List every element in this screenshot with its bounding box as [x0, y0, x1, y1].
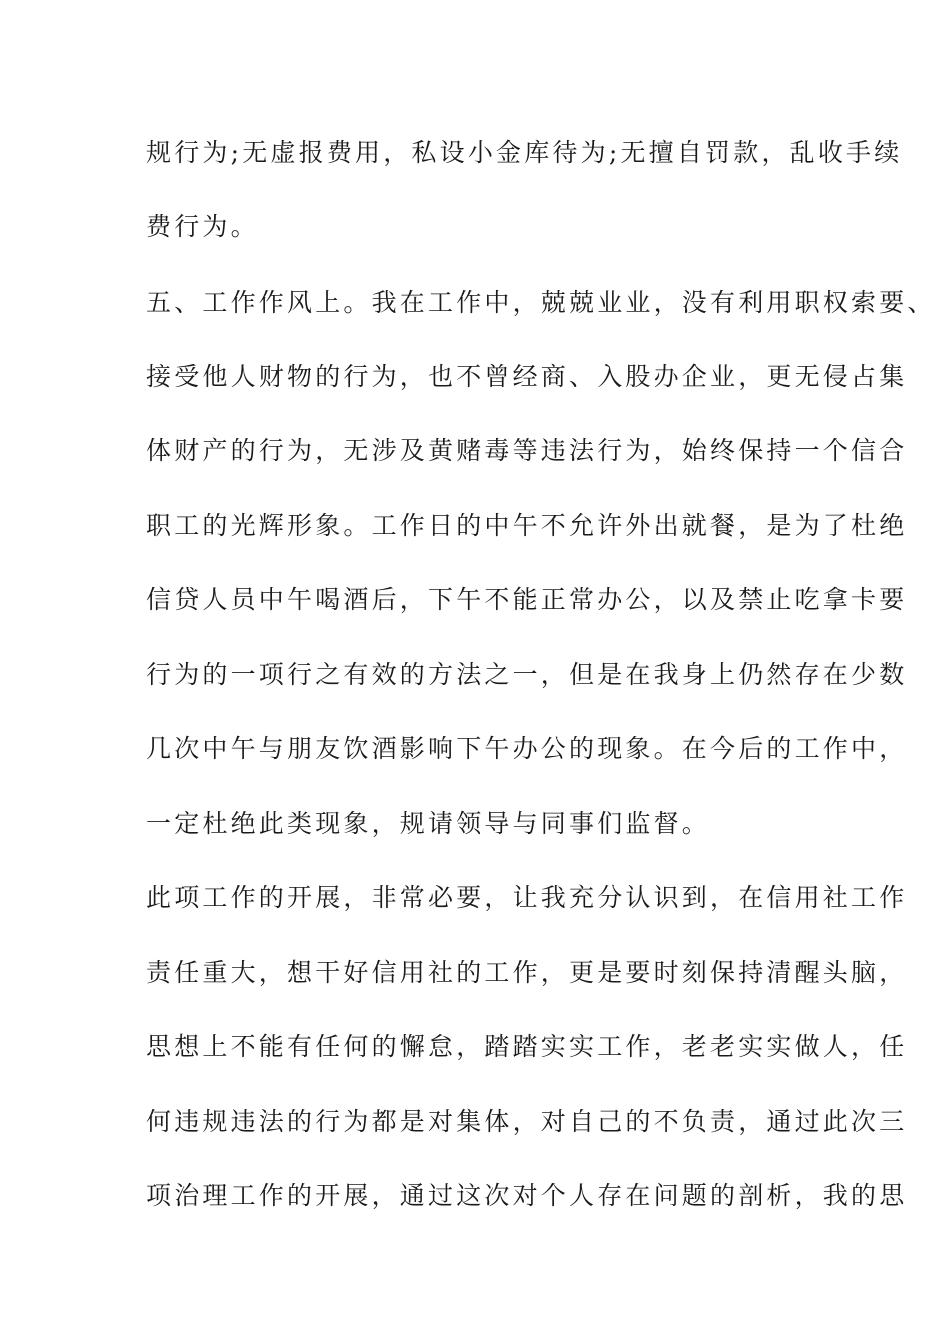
text-line: 项治理工作的开展，通过这次对个人存在问题的剖析，我的思: [146, 1181, 908, 1210]
text-line: 费行为。: [146, 212, 259, 241]
text-line: 责任重大，想干好信用社的工作，更是要时刻保持清醒头脑，: [146, 958, 908, 987]
text-line: 行为的一项行之有效的方法之一，但是在我身上仍然存在少数: [146, 660, 908, 689]
text-line: 几次中午与朋友饮酒影响下午办公的现象。在今后的工作中，: [146, 734, 908, 763]
text-line: 体财产的行为，无涉及黄赌毒等违法行为，始终保持一个信合: [146, 436, 908, 465]
text-line: 规行为;无虚报费用，私设小金库待为;无擅自罚款，乱收手续: [146, 138, 903, 167]
text-line: 一定杜绝此类现象，规请领导与同事们监督。: [146, 809, 711, 838]
text-line: 何违规违法的行为都是对集体，对自己的不负责，通过此次三: [146, 1107, 908, 1136]
text-line: 思想上不能有任何的懈怠，踏踏实实工作，老老实实做人，任: [146, 1032, 908, 1061]
text-line: 此项工作的开展，非常必要，让我充分认识到，在信用社工作: [146, 883, 908, 912]
text-line: 职工的光辉形象。工作日的中午不允许外出就餐，是为了杜绝: [146, 511, 908, 540]
text-line: 信贷人员中午喝酒后，下午不能正常办公，以及禁止吃拿卡要: [146, 585, 908, 614]
text-line: 五、工作作风上。我在工作中，兢兢业业，没有利用职权索要、: [146, 288, 936, 317]
text-line: 接受他人财物的行为，也不曾经商、入股办企业，更无侵占集: [146, 362, 908, 391]
